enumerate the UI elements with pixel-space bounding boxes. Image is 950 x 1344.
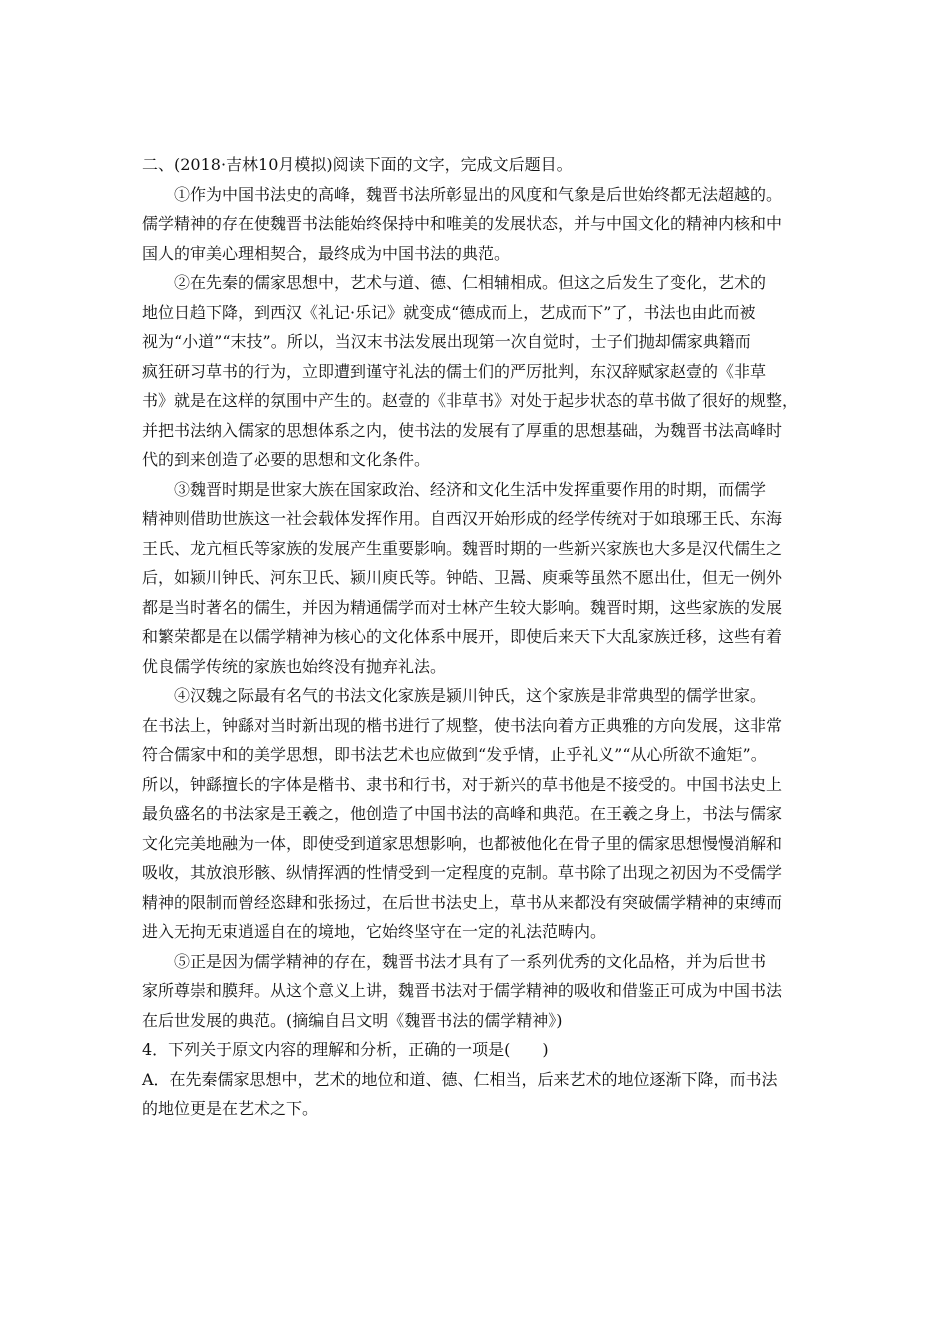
- paragraph-line: ①作为中国书法史的高峰，魏晋书法所彰显出的风度和气象是后世始终都无法超越的。: [174, 184, 783, 204]
- paragraph-line: 精神的限制而曾经恣肆和张扬过，在后世书法史上，草书从来都没有突破儒学精神的束缚而: [142, 892, 783, 912]
- option-line: 的地位更是在艺术之下。: [142, 1099, 319, 1118]
- paragraph-line: 书》就是在这样的氛围中产生的。赵壹的《非草书》对处于起步状态的草书做了很好的规整，: [142, 391, 799, 410]
- paragraph-2: [142, 268, 810, 475]
- paragraph-line: 在后世发展的典范。(摘编自吕文明《魏晋书法的儒学精神》): [142, 1010, 563, 1030]
- paragraph-line: ③魏晋时期是世家大族在国家政治、经济和文化生活中发挥重要作用的时期，而儒学: [174, 479, 767, 499]
- paragraph-line: 地位日趋下降，到西汉《礼记·乐记》就变成“德成而上，艺成而下”了，书法也由此而被: [142, 302, 756, 322]
- paragraph-line: 国人的审美心理相契合，最终成为中国书法的典范。: [142, 243, 511, 263]
- paragraph-line: ②在先秦的儒家思想中，艺术与道、德、仁相辅相成。但这之后发生了变化，艺术的: [174, 273, 767, 292]
- paragraph-line: ⑤正是因为儒学精神的存在，魏晋书法才具有了一系列优秀的文化品格，并为后世书: [174, 951, 767, 971]
- paragraph-line: 优良儒学传统的家族也始终没有抛弃礼法。: [142, 656, 447, 676]
- paragraph-line: 王氏、龙亢桓氏等家族的发展产生重要影响。魏晋时期的一些新兴家族也大多是汉代儒生之: [142, 538, 783, 558]
- paragraph-line: 最负盛名的书法家是王羲之，他创造了中国书法的高峰和典范。在王羲之身上，书法与儒家: [142, 804, 783, 823]
- section-heading: 二、(2018·吉林10月模拟)阅读下面的文字，完成文后题目。: [142, 155, 573, 174]
- paragraph-line: 和繁荣都是在以儒学精神为核心的文化体系中展开，即使后来天下大乱家族迁移，这些有着: [142, 627, 783, 646]
- paragraph-line: ④汉魏之际最有名气的书法文化家族是颍川钟氏，这个家族是非常典型的儒学世家。: [174, 686, 767, 705]
- paragraph-5: [142, 947, 810, 1036]
- option-line: A．在先秦儒家思想中，艺术的地位和道、德、仁相当，后来艺术的地位逐渐下降，而书法: [142, 1069, 778, 1089]
- question-stem: 4．下列关于原文内容的理解和分析，正确的一项是( ): [142, 1040, 549, 1059]
- paragraph-line: 后，如颍川钟氏、河东卫氏、颍川庾氏等。钟皓、卫暠、庾乘等虽然不愿出仕，但无一例外: [142, 568, 783, 587]
- paragraph-line: 儒学精神的存在使魏晋书法能始终保持中和唯美的发展状态，并与中国文化的精神内核和中: [142, 214, 783, 233]
- paragraph-line: 符合儒家中和的美学思想，即书法艺术也应做到“发乎情，止乎礼义”“从心所欲不逾矩”。: [142, 745, 767, 764]
- paragraph-line: 吸收，其放浪形骸、纵情挥洒的性情受到一定程度的克制。草书除了出现之初因为不受儒学: [142, 863, 783, 882]
- paragraph-line: 在书法上，钟繇对当时新出现的楷书进行了规整，使书法向着方正典雅的方向发展，这非常: [142, 715, 783, 735]
- document-content: [142, 150, 810, 1124]
- paragraph-line: 家所尊崇和膜拜。从这个意义上讲，魏晋书法对于儒学精神的吸收和借鉴正可成为中国书法: [142, 981, 783, 1000]
- paragraph-line: 视为“小道”“末技”。所以，当汉末书法发展出现第一次自觉时，士子们抛却儒家典籍而: [142, 332, 751, 351]
- paragraph-line: 进入无拘无束逍遥自在的境地，它始终坚守在一定的礼法范畴内。: [142, 922, 607, 941]
- paragraph-line: 所以，钟繇擅长的字体是楷书、隶书和行书，对于新兴的草书他是不接受的。中国书法史上: [142, 774, 783, 794]
- paragraph-4: [142, 681, 810, 947]
- paragraph-line: 文化完美地融为一体，即使受到道家思想影响，也都被他化在骨子里的儒家思想慢慢消解和: [142, 833, 783, 853]
- paragraph-line: 代的到来创造了必要的思想和文化条件。: [142, 450, 431, 469]
- paragraph-line: 都是当时著名的儒生，并因为精通儒学而对士林产生较大影响。魏晋时期，这些家族的发展: [142, 597, 783, 617]
- paragraph-line: 疯狂研习草书的行为，立即遭到谨守礼法的儒士们的严厉批判，东汉辞赋家赵壹的《非草: [142, 361, 767, 381]
- paragraph-1: [142, 180, 810, 269]
- paragraph-line: 并把书法纳入儒家的思想体系之内，使书法的发展有了厚重的思想基础，为魏晋书法高峰时: [142, 420, 783, 440]
- paragraph-line: 精神则借助世族这一社会载体发挥作用。自西汉开始形成的经学传统对于如琅琊王氏、东海: [142, 509, 783, 528]
- option-a: [142, 1065, 810, 1124]
- paragraph-3: [142, 475, 810, 682]
